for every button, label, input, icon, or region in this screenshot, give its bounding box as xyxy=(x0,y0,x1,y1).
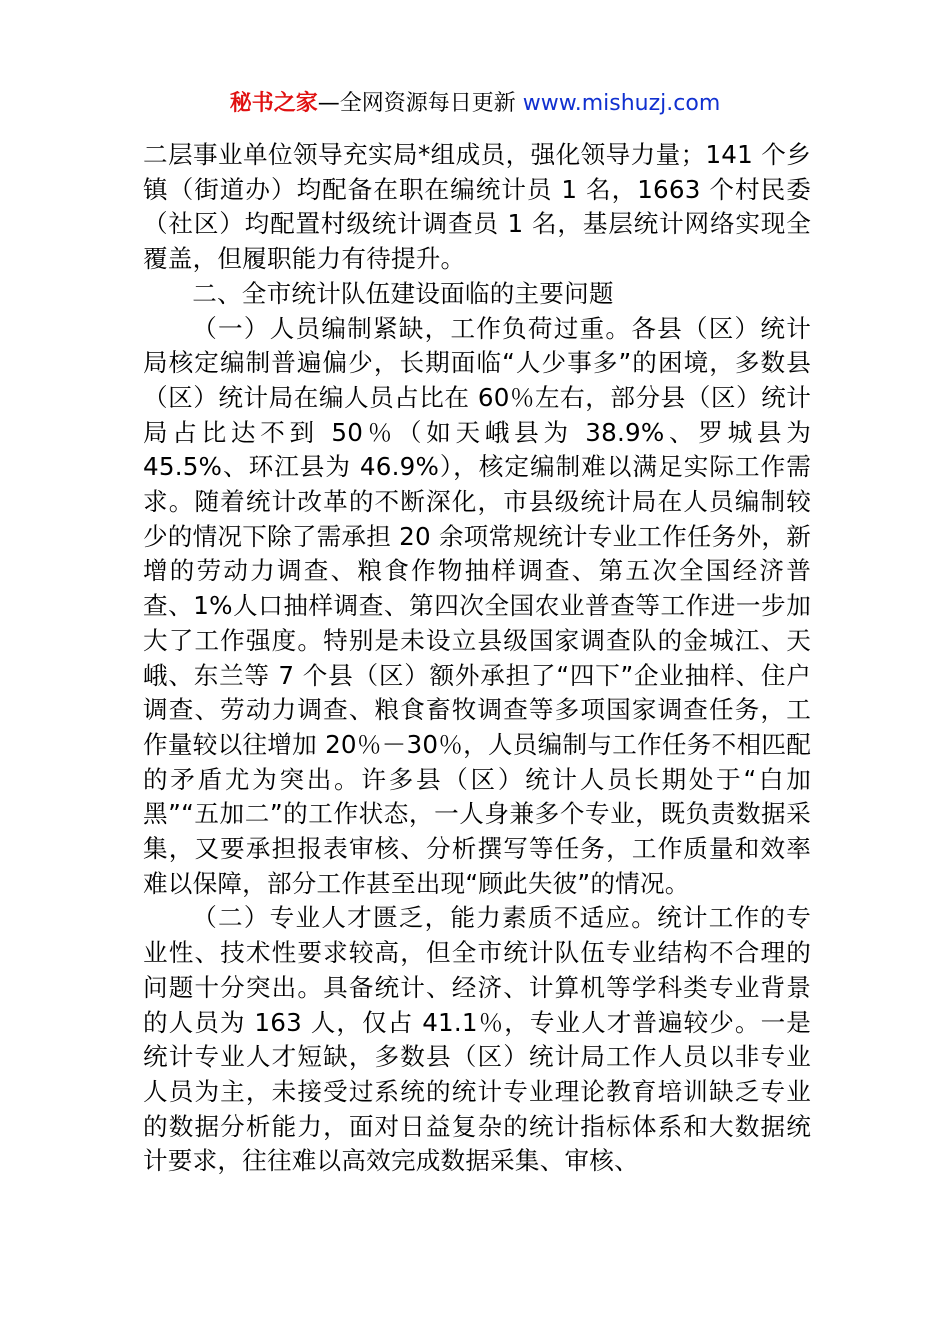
paragraph-continuation: 二层事业单位领导充实局*组成员，强化领导力量；141 个乡镇（街道办）均配备在职在编统计员 1 名，1663 个村民委（社区）均配置村级统计调查员 1 名，基层统计网络实现全覆盖，但履职能力有待提升。 xyxy=(143,140,811,274)
paragraph-staffing: （一）人员编制紧缺，工作负荷过重。各县（区）统计局核定编制普遍偏少，长期面临“人少事多”的困境，多数县（区）统计局在编人员占比在 60％左右，部分县（区）统计局占比达不到 50％（如天峨县为 38.9%、罗城县为 45.5%、环江县为 46.9%），核定编制难以满足实际工作需求。随着统计改革的不断深化，市县级统计局在人员编制较少的情况下除了需承担 20 余项常规统计专业工作任务外，新增的劳动力调查、粮食作物抽样调查、第五次全国经济普查、1%人口抽样调查、第四次全国农业普查等工作进一步加大了工作强度。特别是未设立县级国家调查队的金城江、天峨、东兰等 7 个县（区）额外承担了“四下”企业抽样、住户调查、劳动力调查、粮食畜牧调查等多项国家调查任务，工作量较以往增加 20％－30％，人员编制与工作任务不相匹配的矛盾尤为突出。许多县（区）统计人员长期处于“白加黑”“五加二”的工作状态，一人身兼多个专业，既负责数据采集，又要承担报表审核、分析撰写等任务，工作质量和效率难以保障，部分工作甚至出现“顾此失彼”的情况。 xyxy=(143,313,811,898)
page-header xyxy=(0,88,950,120)
section-heading: 二、全市统计队伍建设面临的主要问题 xyxy=(192,278,614,308)
site-tagline: —全网资源每日更新 xyxy=(317,91,523,116)
paragraph-talent: （二）专业人才匮乏，能力素质不适应。统计工作的专业性、技术性要求较高，但全市统计队伍专业结构不合理的问题十分突出。具备统计、经济、计算机等学科类专业背景的人员为 163 人，仅占 41.1％，专业人才普遍较少。一是统计专业人才短缺，多数县（区）统计局工作人员以非专业人员为主，未接受过系统的统计专业理论教育培训缺乏专业的数据分析能力，面对日益复杂的统计指标体系和大数据统计要求，往往难以高效完成数据采集、审核、 xyxy=(143,903,811,1176)
document-body xyxy=(143,138,811,1179)
site-brand: 秘书之家 xyxy=(229,91,318,116)
site-url-link[interactable]: www.mishuzj.com xyxy=(522,91,721,116)
